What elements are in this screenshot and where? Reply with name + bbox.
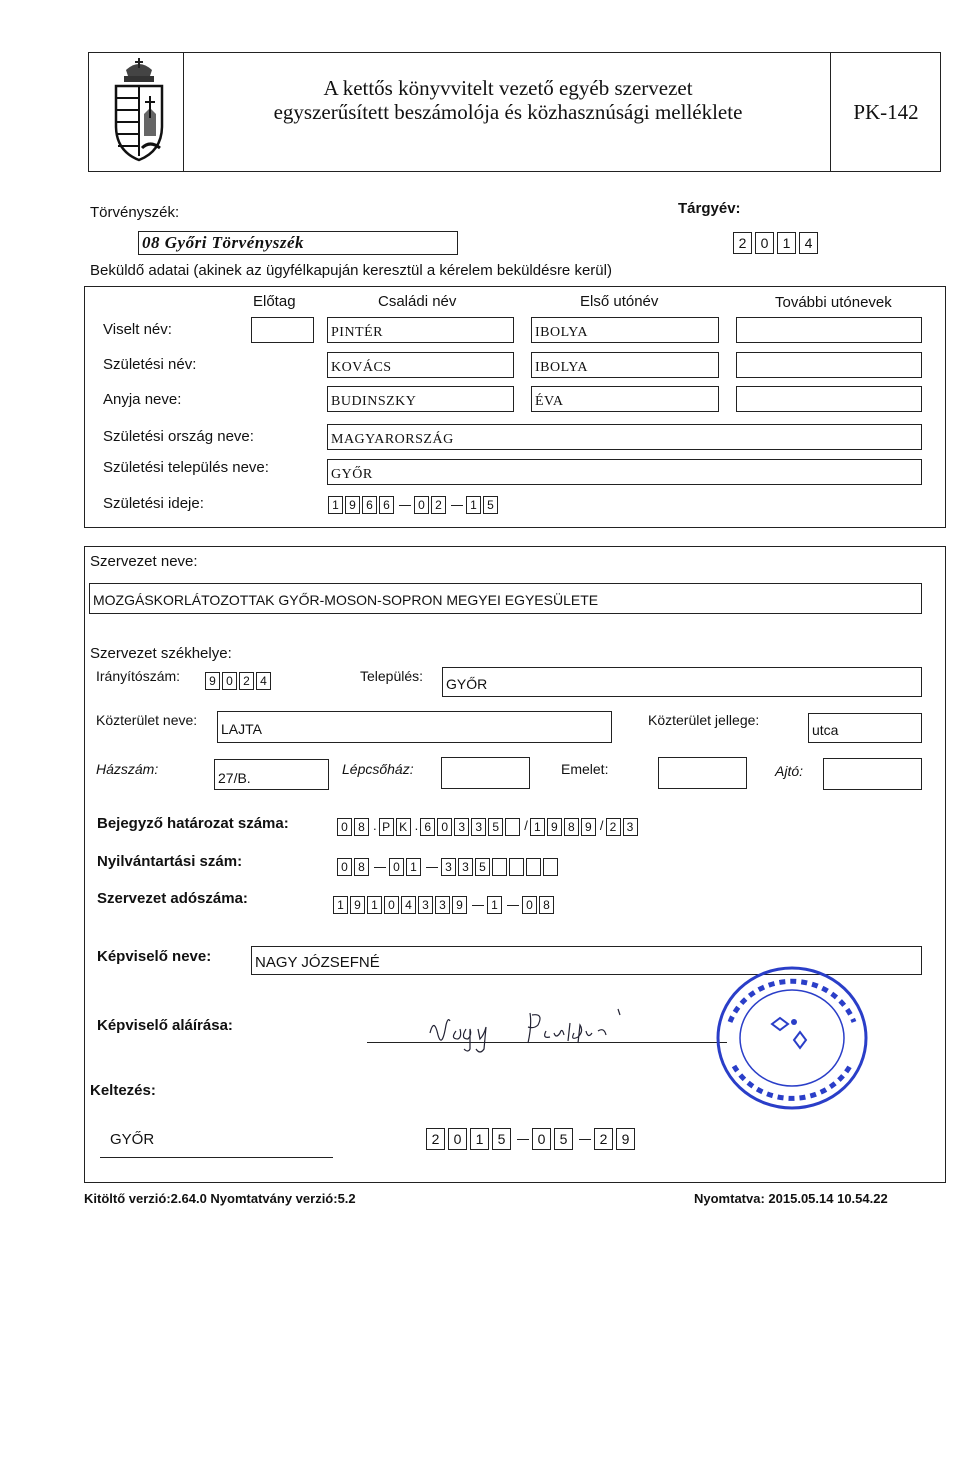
separator: / xyxy=(524,818,528,833)
digit-cell[interactable]: 0 xyxy=(337,818,352,836)
digit-cell[interactable]: 1 xyxy=(777,232,796,254)
digit-cell[interactable]: 0 xyxy=(414,496,429,514)
digit-cell[interactable]: 4 xyxy=(401,896,416,914)
col-family: Családi név xyxy=(378,293,457,310)
organization-stamp xyxy=(712,962,872,1114)
digit-cell[interactable]: 6 xyxy=(420,818,435,836)
birth-country-label: Születési ország neve: xyxy=(103,428,254,445)
zip-label: Irányítószám: xyxy=(96,668,181,684)
birth-date-digits[interactable] xyxy=(328,496,500,514)
court-field[interactable]: 08 Győri Törvényszék xyxy=(138,231,458,255)
digit-cell[interactable]: 1 xyxy=(487,896,502,914)
registry-number-label: Nyilvántartási szám: xyxy=(97,853,243,870)
digit-cell[interactable]: 3 xyxy=(458,858,473,876)
digit-cell[interactable]: 9 xyxy=(616,1128,635,1150)
digit-cell[interactable]: 8 xyxy=(539,896,554,914)
tax-number-digits[interactable] xyxy=(333,896,556,914)
year-label: Tárgyév: xyxy=(678,200,741,217)
floor-field[interactable] xyxy=(658,757,747,789)
birth-other-field[interactable] xyxy=(736,352,922,378)
footer-version: Kitöltő verzió:2.64.0 Nyomtatvány verzió:5.2 xyxy=(84,1191,356,1206)
digit-cell[interactable]: 0 xyxy=(384,896,399,914)
dating-place: GYŐR xyxy=(110,1131,155,1148)
dating-label: Keltezés: xyxy=(90,1082,156,1099)
col-other: További utónevek xyxy=(775,294,892,311)
digit-cell[interactable]: 2 xyxy=(426,1128,445,1150)
digit-cell[interactable] xyxy=(509,858,524,876)
digit-cell[interactable] xyxy=(543,858,558,876)
digit-cell[interactable]: 1 xyxy=(333,896,348,914)
birth-name-label: Születési név: xyxy=(103,356,197,373)
separator-dash xyxy=(374,867,386,868)
birth-first-field[interactable]: IBOLYA xyxy=(531,352,719,378)
current-family-field[interactable]: PINTÉR xyxy=(327,317,514,343)
dating-place-line xyxy=(100,1157,333,1158)
form-title-line1: A kettős könyvvitelt vezető egyéb szervezet xyxy=(323,76,693,100)
mother-first-field[interactable]: ÉVA xyxy=(531,386,719,412)
mother-other-field[interactable] xyxy=(736,386,922,412)
digit-cell[interactable]: 0 xyxy=(437,818,452,836)
door-label: Ajtó: xyxy=(775,763,804,779)
digit-cell[interactable] xyxy=(505,818,520,836)
current-prefix-field[interactable] xyxy=(251,317,314,343)
house-label: Házszám: xyxy=(96,761,159,777)
separator-dash xyxy=(426,867,438,868)
digit-cell[interactable]: 5 xyxy=(488,818,503,836)
digit-cell[interactable] xyxy=(492,858,507,876)
digit-cell[interactable]: 3 xyxy=(623,818,638,836)
digit-cell[interactable]: 9 xyxy=(452,896,467,914)
digit-cell[interactable]: 4 xyxy=(799,232,818,254)
form-code: PK-142 xyxy=(853,100,919,124)
digit-cell[interactable]: 6 xyxy=(362,496,377,514)
digit-cell[interactable]: 1 xyxy=(367,896,382,914)
court-label: Törvényszék: xyxy=(90,204,180,221)
digit-cell[interactable]: 0 xyxy=(389,858,404,876)
year-digits[interactable] xyxy=(733,232,821,254)
header-divider-right xyxy=(830,52,831,172)
digit-cell[interactable]: 2 xyxy=(594,1128,613,1150)
rep-name-field[interactable]: NAGY JÓZSEFNÉ xyxy=(251,946,922,975)
header-divider-left xyxy=(183,52,184,172)
separator-dash xyxy=(507,905,519,906)
digit-cell[interactable]: 6 xyxy=(379,496,394,514)
birth-city-field[interactable]: GYŐR xyxy=(327,459,922,485)
digit-cell[interactable]: 4 xyxy=(256,672,271,690)
current-other-field[interactable] xyxy=(736,317,922,343)
digit-cell[interactable]: 5 xyxy=(492,1128,511,1150)
separator-dash xyxy=(517,1139,529,1140)
current-first-field[interactable]: IBOLYA xyxy=(531,317,719,343)
street-type-label: Közterület jellege: xyxy=(648,712,760,728)
stair-label: Lépcsőház: xyxy=(342,761,414,777)
rep-name-label: Képviselő neve: xyxy=(97,948,212,965)
org-name-field[interactable]: MOZGÁSKORLÁTOZOTTAK GYŐR-MOSON-SOPRON MEGYEI EGYESÜLETE xyxy=(89,583,922,614)
rep-signature-label: Képviselő aláírása: xyxy=(97,1017,233,1034)
street-field[interactable]: LAJTA xyxy=(217,711,612,743)
digit-cell[interactable]: 3 xyxy=(454,818,469,836)
birth-date-label: Születési ideje: xyxy=(103,495,204,512)
digit-cell[interactable]: 5 xyxy=(483,496,498,514)
digit-cell[interactable]: 3 xyxy=(435,896,450,914)
digit-cell[interactable]: 9 xyxy=(581,818,596,836)
digit-cell[interactable]: 9 xyxy=(547,818,562,836)
digit-cell[interactable]: 0 xyxy=(755,232,774,254)
separator-dash xyxy=(472,905,484,906)
digit-cell[interactable]: 8 xyxy=(354,818,369,836)
digit-cell[interactable]: 1 xyxy=(470,1128,489,1150)
digit-cell[interactable]: 0 xyxy=(337,858,352,876)
digit-cell[interactable]: 5 xyxy=(475,858,490,876)
street-type-field[interactable]: utca xyxy=(808,713,922,743)
digit-cell[interactable]: 3 xyxy=(418,896,433,914)
door-field[interactable] xyxy=(823,758,922,790)
digit-cell[interactable]: K xyxy=(396,818,411,836)
digit-cell[interactable]: P xyxy=(379,818,394,836)
tax-number-label: Szervezet adószáma: xyxy=(97,890,248,907)
digit-cell[interactable]: 8 xyxy=(354,858,369,876)
dating-date-digits[interactable] xyxy=(426,1128,638,1150)
col-prefix: Előtag xyxy=(253,293,296,310)
digit-cell[interactable]: 1 xyxy=(466,496,481,514)
birth-family-field[interactable]: KOVÁCS xyxy=(327,352,514,378)
decision-number-label: Bejegyző határozat száma: xyxy=(97,815,289,832)
org-seat-label: Szervezet székhelye: xyxy=(90,645,232,662)
digit-cell[interactable] xyxy=(526,858,541,876)
separator-dash xyxy=(579,1139,591,1140)
col-first: Első utónév xyxy=(580,293,659,310)
digit-cell[interactable]: 2 xyxy=(239,672,254,690)
org-name-label: Szervezet neve: xyxy=(90,553,198,570)
digit-cell[interactable]: 3 xyxy=(471,818,486,836)
zip-digits[interactable] xyxy=(205,672,273,690)
separator: / xyxy=(599,818,604,833)
separator: . xyxy=(373,818,377,833)
org-city-label: Település: xyxy=(360,668,424,684)
digit-cell[interactable]: 0 xyxy=(532,1128,551,1150)
digit-cell[interactable]: 9 xyxy=(205,672,220,690)
birth-city-label: Születési település neve: xyxy=(103,459,269,476)
street-label: Közterület neve: xyxy=(96,712,198,728)
house-field[interactable]: 27/B. xyxy=(214,759,329,790)
digit-cell[interactable]: 2 xyxy=(606,818,621,836)
digit-cell[interactable]: 1 xyxy=(406,858,421,876)
form-title-line2: egyszerűsített beszámolója és közhasznúsági melléklete xyxy=(273,100,743,124)
digit-cell[interactable]: 1 xyxy=(328,496,343,514)
digit-cell[interactable]: 8 xyxy=(564,818,579,836)
separator-dash xyxy=(451,505,463,506)
handwritten-signature xyxy=(420,1005,650,1055)
org-city-field[interactable]: GYŐR xyxy=(442,667,922,697)
decision-number-digits[interactable] xyxy=(337,818,640,836)
registry-number-digits[interactable] xyxy=(337,858,560,876)
digit-cell[interactable]: 0 xyxy=(222,672,237,690)
digit-cell[interactable]: 5 xyxy=(554,1128,573,1150)
digit-cell[interactable]: 2 xyxy=(431,496,446,514)
digit-cell[interactable]: 2 xyxy=(733,232,752,254)
digit-cell[interactable]: 3 xyxy=(441,858,456,876)
digit-cell[interactable]: 9 xyxy=(350,896,365,914)
separator: . xyxy=(414,818,419,833)
stair-field[interactable] xyxy=(441,757,530,789)
hungarian-coat-of-arms-icon xyxy=(104,56,174,164)
birth-country-field[interactable]: MAGYARORSZÁG xyxy=(327,424,922,450)
current-name-label: Viselt név: xyxy=(103,321,172,338)
floor-label: Emelet: xyxy=(561,761,609,777)
digit-cell[interactable]: 1 xyxy=(530,818,545,836)
digit-cell[interactable]: 9 xyxy=(345,496,360,514)
digit-cell[interactable]: 0 xyxy=(448,1128,467,1150)
separator-dash xyxy=(399,505,411,506)
mother-family-field[interactable]: BUDINSZKY xyxy=(327,386,514,412)
digit-cell[interactable]: 0 xyxy=(522,896,537,914)
mother-name-label: Anyja neve: xyxy=(103,391,182,408)
sender-label: Beküldő adatai (akinek az ügyfélkapuján keresztül a kérelem beküldésre kerül) xyxy=(90,262,612,279)
footer-printed: Nyomtatva: 2015.05.14 10.54.22 xyxy=(694,1191,888,1206)
